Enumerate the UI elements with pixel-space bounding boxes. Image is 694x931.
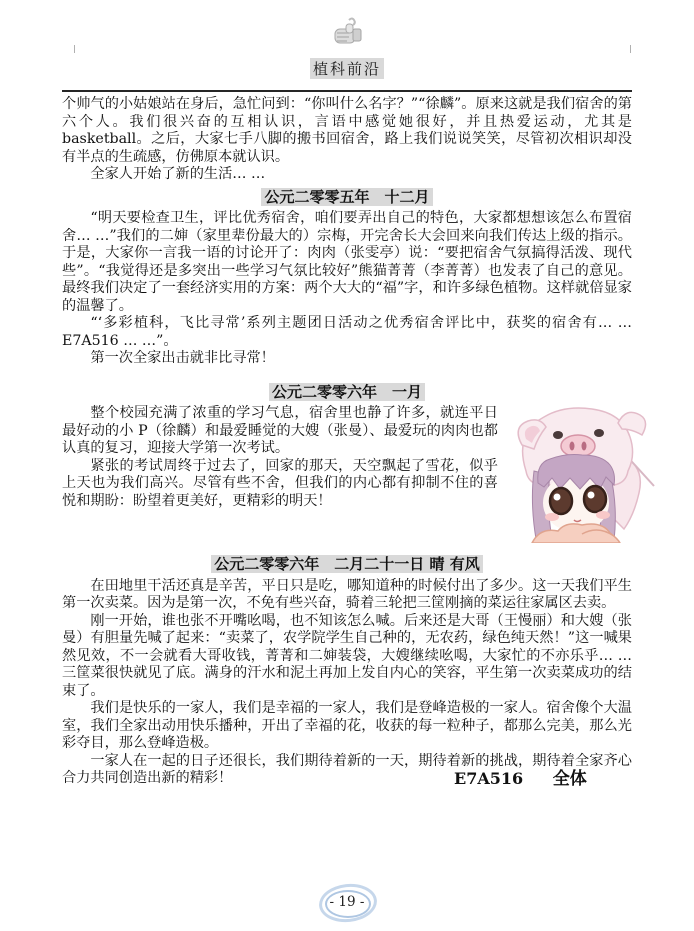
header-divider [62,90,632,92]
section-jan2006 [62,384,632,546]
page-header [0,16,694,79]
paragraph: 整个校园充满了浓重的学习气息，宿舍里也静了许多，就连平日最好动的小 P（徐麟）和最爱睡觉的大嫂（张曼）、最爱玩的肉肉也都认真的复习，迎接大学第一次考试。 [62,405,498,456]
paragraph: 我们是快乐的一家人，我们是幸福的一家人，我们是登峰造极的一家人。宿舍像个大温室，我们全家出动用快乐播种，开出了幸福的花，收获的每一粒种子，都那么完美，那么光彩夺目，那么登峰造极。 [62,700,632,751]
article-body [62,96,632,789]
paragraph: “‘多彩植科，飞比寻常’系列主题团日活动之优秀宿舍评比中，获奖的宿舍有… …E7A516 … …”。 [62,315,632,349]
section-feb2006 [62,556,632,788]
section-heading-feb2006: 公元二零零六年 二月二十一日 晴 有风 [62,556,632,574]
paragraph: 一家人在一起的日子还很长，我们期待着新的一天，期待着新的挑战，期待着全家齐心合力共同创造出新的精彩！ [62,752,632,786]
paragraph: 第一次全家出击就非比寻常！ [90,350,275,366]
signature-name: 全体 [552,769,587,789]
paragraph: 刚一开始，谁也张不开嘴吆喝，也不知该怎么喊。后来还是大哥（王慢丽）和大嫂（张曼）有胆量先喊了起来：“卖菜了，农学院学生自己种的，无农药，绿色纯天然！”这一喊果然见效，不一会就看大哥收钱，菁菁和二婶装袋，大嫂继续吆喝，大家忙的不亦乐乎… …三筐菜很快就见了底。满身的汗水和泥土再加上发自内心的笑容，平生第一次卖菜成功的结束了。 [62,612,632,699]
page-title: 植科前沿 [310,58,384,79]
section-heading-dec2005: 公元二零零五年 十二月 [62,189,632,207]
paragraph-intro: 个帅气的小姑娘站在身后，急忙问到：“你叫什么名字？”“徐麟”。原来这就是我们宿舍的第六个人。我们很兴奋的互相认识，言语中感觉她很好，并且热爱运动，尤其是 basketball。之后，大家七手八脚的搬书回宿舍，路上我们说说笑笑，尽管初次相识却没有半点的生疏感，仿佛原本就认识。 [62,96,632,165]
signature-room: E7A516 [454,769,524,788]
paragraph: 紧张的考试周终于过去了，回家的那天，天空飘起了雪花，似乎上天也为我们高兴。尽管有些不舍，但我们的内心都有抑制不住的喜悦和期盼：盼望着更美好，更精彩的明天！ [62,457,498,509]
section-heading-jan2006: 公元二零零六年 一月 [62,384,632,402]
pig-girl-illustration [506,393,656,543]
page-footer [0,884,694,922]
paragraph-new-life: 全家人开始了新的生活… … [90,166,266,182]
paragraph: 在田地里干活还真是辛苦，平日只是吃，哪知道种的时候付出了多少。这一天我们平生第一次卖菜。因为是第一次，不免有些兴奋，骑着三轮把三筐刚摘的菜运往家属区去卖。 [62,577,632,611]
hand-stamp-icon [329,16,365,52]
section-dec2005 [62,189,632,368]
page-number-badge [315,884,379,922]
paragraph: “明天要检查卫生，评比优秀宿舍，咱们要弄出自己的特色，大家都想想该怎么布置宿舍… …”我们的二婶（家里辈份最大的）宗梅，开完舍长大会回来向我们传达上级的指示。于是，大家你一言我一语的讨论开了：肉肉（张雯亭）说：“要把宿舍气氛搞得活泼、现代些”。“我觉得还是多突出一些学习气氛比较好”熊猫菁菁（李菁菁）也发表了自己的意见。最终我们决定了一套经济实用的方案：两个大大的“福”字，和许多绿色植物。这样就倍显家的温馨了。 [62,210,632,314]
page-number: - 19 - [329,894,365,910]
